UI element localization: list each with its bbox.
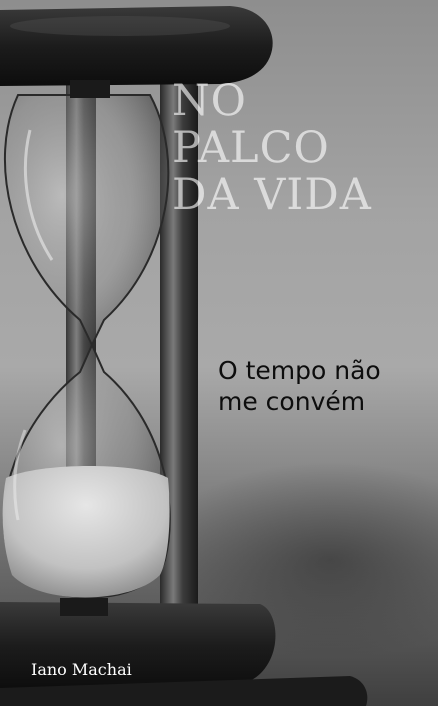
book-subtitle bbox=[218, 355, 433, 417]
title-line: PALCO bbox=[172, 123, 330, 173]
book-title bbox=[172, 78, 432, 219]
author-name: Iano Machai bbox=[31, 660, 132, 679]
title-line: DA VIDA bbox=[172, 170, 372, 220]
subtitle-line: O tempo não bbox=[218, 356, 381, 385]
subtitle-line: me convém bbox=[218, 387, 366, 416]
title-line: NO bbox=[172, 76, 247, 126]
